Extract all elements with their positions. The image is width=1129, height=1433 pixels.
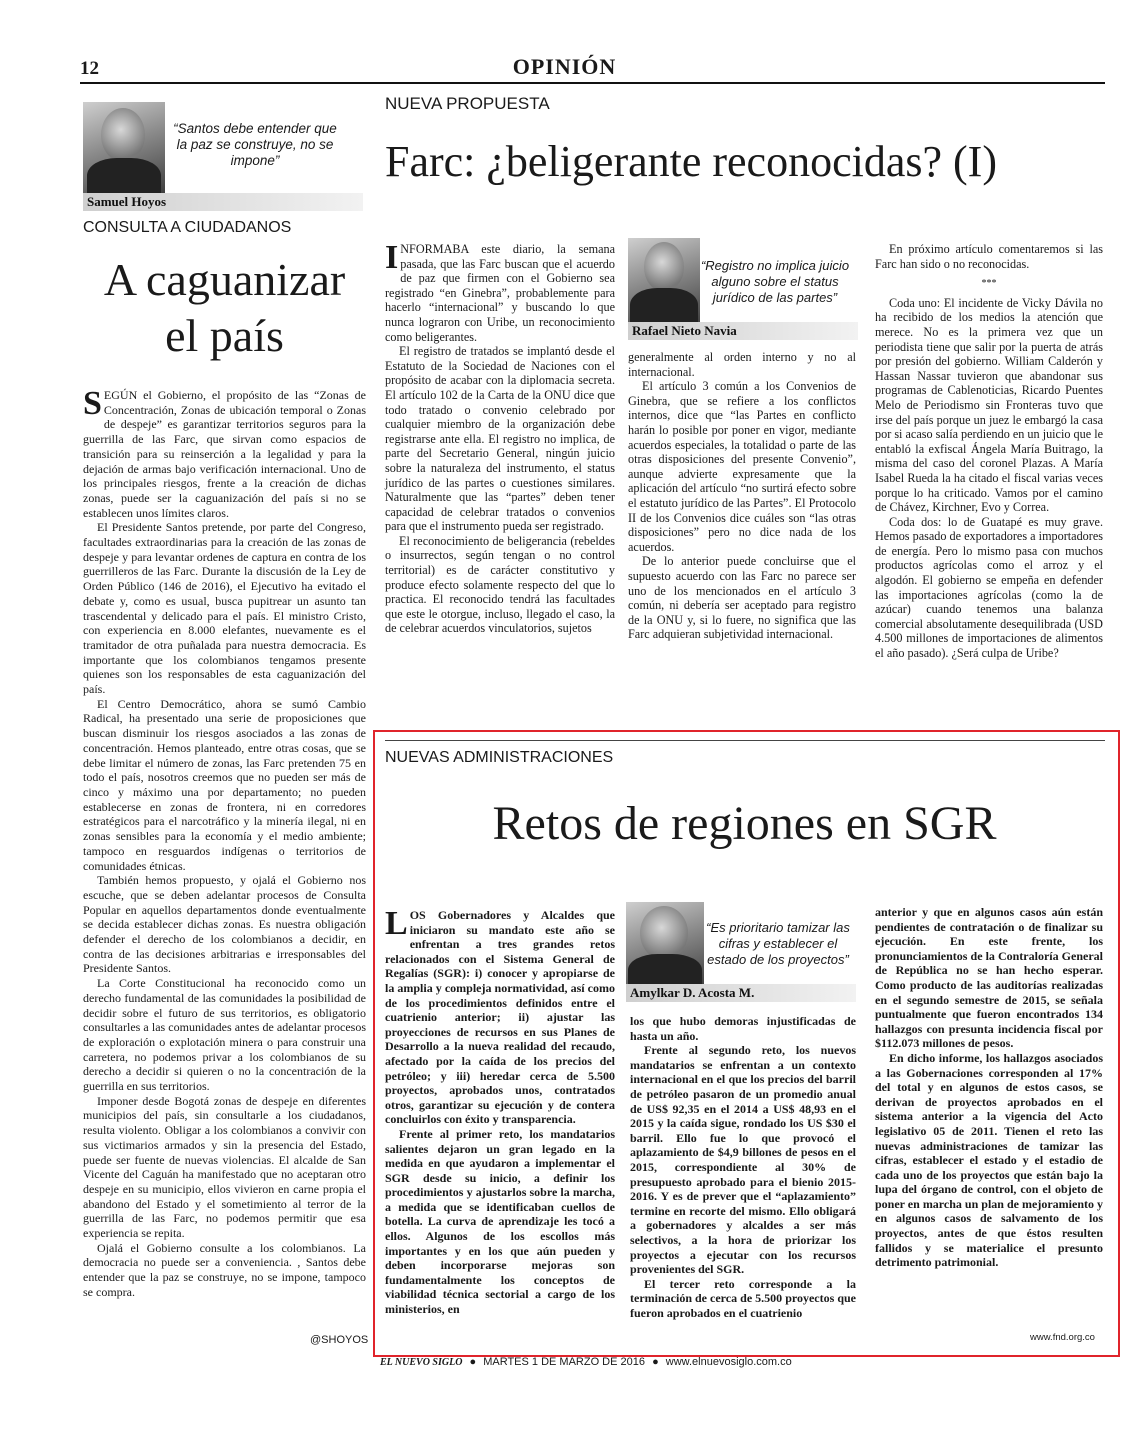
body-top-col2 <box>628 350 856 642</box>
paragraph: El Presidente Santos pretende, por parte del Congreso, facultades extraordinarias para la creación de las zonas de despeje y para levantar ordenes de captura en contra de los guerrilleros de las Farc. Durante la discusión de la Ley de Orden Público (146 de 2016), el Ejecutivo ha evitado el debate y, como es usual, busca pupitrear un asunto tan trascendental y delicado para el país. El ministro Cristo, con experiencia en 8.000 elefantes, nuevamente es el tramitador de otra puñalada para nuestra democracia. Es importante que los colombianos tengamos presente quienes son los responsables de esta caguanización del país. <box>83 520 366 697</box>
paragraph: los que hubo demoras injustificadas de hasta un año. <box>630 1014 856 1043</box>
paragraph: Coda dos: lo de Guatapé es muy grave. Hemos pasado de exportadores a importadores de energía. Pero lo mismo pasa con muchos productos agrícolas como el arroz y el algodón. El gobierno se empeña en defender las importaciones agrícolas (como la de azúcar) cuando tenemos una balanza comercial absolutamente desequilibrada (USD 4.500 millones de importaciones de alimentos el año pasado). ¿Será culpa de Uribe? <box>875 514 1103 661</box>
paragraph: anterior y que en algunos casos aún están pendientes de contratación o de finalizar su ejecución. En este frente, los pronunciamientos de la Contraloría General de República no se han hecho esperar. Como producto de las auditorías realizadas en el segundo semestre de 2015, se señala puntualmente que fueron encontrados 134 hallazgos con presunta incidencia fiscal por $112.073 millones de pesos. <box>875 905 1103 1051</box>
body-bottom-col3 <box>875 905 1103 1270</box>
body-bottom-col2 <box>630 1014 856 1320</box>
author-photo-hoyos <box>83 102 165 197</box>
headline-bottom: Retos de regiones en SGR <box>492 797 997 850</box>
paragraph: generalmente al orden interno y no al internacional. <box>628 350 856 379</box>
pull-quote-left: “Santos debe entender que la paz se construye, no se impone” <box>173 121 337 168</box>
paragraph: De lo anterior puede concluirse que el supuesto acuerdo con las Farc no parece ser uno de los mencionados en el artículo 3 común, ni debería ser aceptado para registro de la ONU y, si lo fuere, no significa que las Farc adquieran subjetividad internacional. <box>628 554 856 642</box>
author-name-hoyos: Samuel Hoyos <box>83 193 363 211</box>
paragraph: En dicho informe, los hallazgos asociados a las Gobernaciones corresponden al 17% del total y en algunos de estos casos, se derivan de proyectos aprobados en el sistema anterior a la vigencia del Acto legislativo 05 de 2011. Tienen el reto las nuevas administraciones de tamizar las cifras, establecer el estado y el estadio de cada uno de los proyectos que están bajo la lupa del órgano de control, con el objeto de poner en marcha un plan de mejoramiento y en algunos casos de salvamento de los proyectos, antes de que éstos resulten fallidos y se materialice el presunto detrimento patrimonial. <box>875 1050 1103 1270</box>
paragraph: EGÚN el Gobierno, el propósito de las “Zonas de Concentración, Zonas de ubicación temporal o Zonas de despeje” es garantizar territorios seguros para la guerrilla de las Farc, que sirvan como espacios de transición para su reinserción a la legalidad y para la dejación de armas bajo verificación internacional. Uno de los principales riesgos, frente a la creación de dichas zonas, puede ser la caguanización del país si no se establecen unos límites claros. <box>83 388 366 520</box>
drop-cap-left: S <box>83 385 102 422</box>
kicker-bottom: NUEVAS ADMINISTRACIONES <box>385 749 614 766</box>
paragraph: Imponer desde Bogotá zonas de despeje en diferentes municipios del país, sin consultarle a los ciudadanos, resulta violento. Obligar a los colombianos a convivir con sus victimarios armados y sin la presencia del Estado, puede ser fuente de nuevas violencias. El alcalde de San Vicente del Caguán ha manifestado que no aceptaran otro despeje en su municipio, ellos vivieron en carne propia el abandono del Estado y el sometimiento al terror de la guerrilla de las Farc, no podemos permitir que esa experiencia se repita. <box>83 1093 366 1241</box>
source-credit: www.fnd.org.co <box>1030 1332 1095 1343</box>
author-name-nieto: Rafael Nieto Navia <box>628 322 858 340</box>
page-number: 12 <box>80 58 99 79</box>
paragraph: Frente al segundo reto, los nuevos mandatarios se enfrentan a un contexto internacional en el que los precios del barril de petróleo pasaron de un promedio anual de US$ 92,35 en el 2014 a US$ 48,93 en el 2015 y la caída sigue, rondado los US $30 el barril. Ello fue lo que provocó el aplazamiento de $4,9 billones de pesos en el 2015, correspondiente al 30% de presupuesto aprobado para el bienio 2015-2016. Y es de prever que el “aplazamiento” termine en recorte del mismo. Ello obligará a gobernadores y alcaldes a ser más selectivos, a la hora de priorizar los proyectos a ejecutar con los recursos provenientes del SGR. <box>630 1043 856 1277</box>
paragraph: Frente al primer reto, los mandatarios salientes dejaron un gran legado en la medida en que ayudaron a implementar el SGR desde su inicio, a definir los procedimientos y ajustarlos sobre la marcha, a medida que se identificaban cuellos de botella. La curva de aprendizaje les tocó a ellos. Algunos de los escollos más importantes y en los que aún pueden y deben incorporarse mejoras son fundamentalmente los conceptos de viabilidad técnica sectorial a cargo de los ministerios, en <box>385 1126 615 1317</box>
headline-top: Farc: ¿beligerante reconocidas? (I) <box>385 137 997 186</box>
footer-site: www.elnuevosiglo.com.co <box>665 1356 792 1368</box>
pull-quote-top: “Registro no implica juicio alguno sobre el status jurídico de las partes” <box>700 258 850 305</box>
separator-stars: *** <box>981 278 997 290</box>
paragraph: Ojalá el Gobierno consulte a los colombianos. La democracia no puede ser a conveniencia. , Santos debe entender que la paz se construye, no se impone, tampoco se compra. <box>83 1240 366 1299</box>
signature-left: @SHOYOS <box>310 1334 369 1346</box>
drop-cap-bottom: L <box>385 905 408 942</box>
author-photo-acosta <box>626 902 704 990</box>
paragraph: También hemos propuesto, y ojalá el Gobierno nos escuche, que se deben adelantar procesos de Consulta Popular en aquellos departamentos donde eventualmente se decida establecer dichas zonas. Es nuestra obligación defender el derecho de los colombianos a decidir, en contra de las decisiones arbitrarias e irresponsables del Presidente Santos. <box>83 873 366 976</box>
footer: EL NUEVO SIGLO ● MARTES 1 DE MARZO DE 2016 ● www.elnuevosiglo.com.co <box>380 1356 792 1368</box>
header-rule <box>80 82 1105 84</box>
footer-date: MARTES 1 DE MARZO DE 2016 <box>483 1356 645 1368</box>
body-left <box>83 385 366 1300</box>
body-bottom-col1 <box>385 905 615 1317</box>
paragraph: El reconocimiento de beligerancia (rebeldes o insurrectos, según tengan o no control territorial) es de carácter constitutivo y produce efecto solamente respecto del que lo practica. El reconocido tendrá las facultades que este le otorgue, incluso, llegado el caso, la de celebrar acuerdos vinculatorios, sujetos <box>385 533 615 636</box>
paragraph: El registro de tratados se implantó desde el Estatuto de la Sociedad de Naciones con el propósito de acabar con la diplomacia secreta. El artículo 102 de la Carta de la ONU dice que todo tratado o convenio celebrado por cualquier miembro de la organización debe registrarse ante ella. El registro no implica, de parte del Secretario General, ningún juicio sobre la naturaleza del instrumento, el status jurídico de las partes o cuestiones similares. Naturalmente que las “partes” deben tener capacidad de celebrar tratados o convenios para que el instrumento pueda ser registrado. <box>385 344 615 534</box>
paragraph: La Corte Constitucional ha reconocido como un derecho fundamental de las comunidades la posibilidad de decidir sobre el futuro de sus territorios, es obligatorio consultarles a las comunidades antes de adelantar procesos de exploración o explotación minera o para construir una carretera, no podemos privar a los colombianos de su derecho a decidir si quieren o no la concentración de la guerrilla en sus territorios. <box>83 976 366 1094</box>
drop-cap-top: I <box>385 239 399 276</box>
paragraph: El tercer reto corresponde a la terminación de cerca de 5.500 proyectos que fueron aprobados en el cuatrienio <box>630 1276 856 1320</box>
author-name-acosta: Amylkar D. Acosta M. <box>626 984 856 1002</box>
body-top-col1 <box>385 239 615 636</box>
paragraph: OS Gobernadores y Alcaldes que iniciaron su mandato este año se enfrentan a tres grandes retos relacionados con el Sistema General de Regalías (SGR): i) conocer y apropiarse de la amplia y compleja normatividad, así como de los procedimientos definidos entre el cuatrienio anterior; ii) ajustar las proyecciones de recursos en sus Planes de Desarrollo a la nueva realidad del recaudo, afectado por la caída de los precios del petróleo; y iii) heredar cerca de 5.500 proyectos, aprobados unos, contratados otros, garantizar su ejecución y de contera concluirlos con éxito y transparencia. <box>385 908 615 1127</box>
paragraph: Coda uno: El incidente de Vicky Dávila no ha recibido de los medios la atención que merece. No es la primera vez que un periodista tiene que salir por la puerta de atrás por presión del gobierno. William Calderón y Hassan Nassar tuvieron que abandonar sus programas de Cablenoticias, Ricardo Puentes Melo de Periodismo sin Fronteras tuvo que irse del país porque un juez le embargó la casa por si acaso salía perdiendo en un juicio que le entabló la exfiscal Ángela María Buitrago, la misma del caso del coronel Plazas. A María Isabel Rueda la ha citado el fiscal varias veces porque lo ha criticado. Vamos por el camino de Chávez, Kirchner, Evo y Correa. <box>875 295 1103 515</box>
paragraph: El artículo 3 común a los Convenios de Ginebra, que se refiere a los conflictos internos, dice que “las Partes en conflicto harán lo posible por poner en vigor, mediante acuerdos especiales, la totalidad o parte de las otras disposiciones del presente Convenio”, aunque advierte expresamente que la aplicación del artículo “no surtirá efecto sobre el estatuto jurídico de las Partes”. El Protocolo II de los Convenios dice cuáles son “las otras disposiciones” pero no dice nada de los acuerdos. <box>628 379 856 554</box>
kicker-left: CONSULTA A CIUDADANOS <box>83 219 292 236</box>
kicker-top: NUEVA PROPUESTA <box>385 94 550 113</box>
section-title: OPINIÓN <box>512 54 617 79</box>
headline-left: A caguanizar el país <box>103 254 346 361</box>
paragraph: El Centro Democrático, ahora se sumó Cambio Radical, ha presentado una serie de proposiciones que buscan disminuir los riesgos asociados a las zonas de concentración. Hemos planteado, entre otras cosas, que se debe limitar el número de zonas, las Farc pretenden 75 en todo el país, nosotros creemos que no pueden ser más de cinco y máximo una por departamento; no pueden establecerse en zonas de frontera, ni en corredores estratégicos para el narcotráfico y la minería ilegal, ni en zonas sensibles para la economía y el medio ambiente; tampoco en resguardos indígenas o territorios de comunidades étnicas. <box>83 696 366 873</box>
paragraph: NFORMABA este diario, la semana pasada, que las Farc buscan que el acuerdo de paz que firmen con el Gobierno sea registrado “en Ginebra”, probablemente para hacerlo “internacional” y buscando lo que nunca lograron con Uribe, un reconocimiento como beligerantes. <box>385 242 615 344</box>
pull-quote-bottom: “Es prioritario tamizar las cifras y establecer el estado de los proyectos” <box>706 920 850 967</box>
footer-paper: EL NUEVO SIGLO <box>380 1357 463 1368</box>
paragraph: En próximo artículo comentaremos si las Farc han sido o no reconocidas. <box>875 242 1103 271</box>
body-top-col3 <box>875 242 1103 661</box>
